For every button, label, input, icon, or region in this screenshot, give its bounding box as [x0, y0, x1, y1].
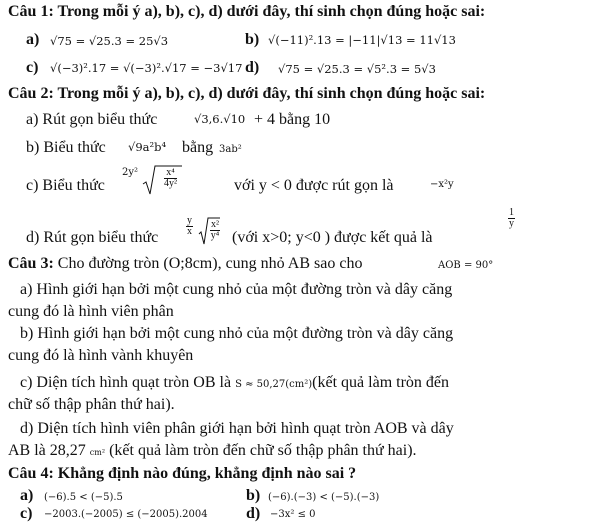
q2-d-outer-fraction [186, 216, 193, 237]
q2-b-text: b) Biểu thức [26, 139, 106, 156]
q2-d-text: d) Rút gọn biểu thức [26, 229, 159, 246]
q1-a-label: a) [26, 31, 40, 48]
q3-title-bold: Câu 3: [8, 255, 54, 272]
q2-d-inner-num: x² [211, 219, 219, 230]
q2-c-den: 4y² [164, 178, 177, 189]
q2-a-math: √3,6.√10 [194, 112, 246, 126]
q3-c-line1 [20, 374, 449, 394]
q1-title: Câu 1: Trong mỗi ý a), b), c), d) dưới đây, thí sinh chọn đúng hoặc sai: [8, 3, 486, 20]
q1-d-label: d) [245, 59, 260, 76]
q2-b-mid: bằng [182, 139, 214, 156]
q3-c-pre: c) Diện tích hình quạt tròn OB là [20, 374, 232, 391]
q4-a-math: (−6).5 < (−5).5 [44, 492, 123, 503]
q4-d-label: d) [246, 505, 261, 522]
q4-b-label: b) [246, 487, 261, 504]
q3-c-math: S ≈ 50,27(cm²) [235, 379, 313, 390]
q3-angle: AOB = 90° [438, 260, 494, 271]
q3-a-line2: cung đó là hình viên phân [8, 303, 174, 320]
q2-d-value-den: y [509, 218, 514, 229]
q1-b-label: b) [245, 31, 260, 48]
q3-d-unit: cm² [89, 448, 106, 457]
q3-b-line1: b) Hình giới hạn bởi một cung nhỏ của một đường tròn và dây căng [20, 325, 454, 342]
q3-d-line1: d) Diện tích hình viên phân giới hạn bởi hình quạt tròn AOB và dây [20, 420, 454, 437]
q2-a-tail: + 4 bằng 10 [254, 111, 331, 128]
q2-c-fraction [164, 168, 177, 189]
q1-c-label: c) [26, 59, 39, 76]
q2-c-coef: 2y² [122, 167, 139, 178]
q4-c-math: −2003.(−2005) ≤ (−2005).2004 [44, 509, 208, 520]
q3-b-line2: cung đó là hình vành khuyên [8, 347, 194, 364]
q1-c-math: √(−3)².17 = √(−3)².√17 = −3√17 [50, 61, 243, 75]
q2-d-math [186, 216, 220, 248]
q2-c-math [122, 164, 182, 198]
q2-c-num: x⁴ [164, 168, 177, 179]
q3-d-pre: AB là 28,27 [8, 442, 86, 459]
q2-b-value: 3ab² [219, 144, 242, 155]
q3-d-post: (kết quả làm tròn đến chữ số thập phân thứ hai). [109, 442, 417, 459]
q3-title [8, 255, 362, 273]
q1-a-math: √75 = √25.3 = 25√3 [50, 34, 169, 48]
q3-d-line2 [8, 442, 417, 462]
q2-c-value: −x²y [430, 179, 454, 190]
q2-d-condition: (với x>0; y<0 ) được kết quả là [232, 229, 433, 246]
q2-d-value-num: 1 [509, 207, 514, 218]
q1-d-math: √75 = √25.3 = √5².3 = 5√3 [278, 62, 436, 76]
q2-d-outer-num: y [187, 215, 192, 226]
q4-a-label: a) [20, 487, 34, 504]
q3-c-post: (kết quả làm tròn đến [312, 374, 450, 391]
q4-title: Câu 4: Khẳng định nào đúng, khẳng định nào sai ? [8, 465, 357, 482]
q3-a-line1: a) Hình giới hạn bởi một cung nhỏ của một đường tròn và dây căng [20, 281, 453, 298]
q4-b-math: (−6).(−3) < (−5).(−3) [268, 492, 380, 503]
q2-d-inner-fraction [210, 220, 220, 241]
q2-title: Câu 2: Trong mỗi ý a), b), c), d) dưới đây, thí sinh chọn đúng hoặc sai: [8, 85, 486, 102]
q4-d-math: −3x² ≤ 0 [270, 509, 316, 520]
q2-d-outer-den: x [187, 226, 192, 237]
q2-c-text: c) Biểu thức [26, 177, 105, 194]
q3-c-line2: chữ số thập phân thứ hai). [8, 396, 175, 413]
q3-title-rest: Cho đường tròn (O;8cm), cung nhỏ AB sao cho [57, 255, 363, 272]
q2-c-tail: với y < 0 được rút gọn là [234, 177, 394, 194]
q2-d-inner-den: y⁴ [210, 230, 220, 241]
q1-b-math: √(−11)².13 = |−11|√13 = 11√13 [268, 33, 456, 47]
q2-a-text: a) Rút gọn biểu thức [26, 111, 158, 128]
q2-d-value-fraction [508, 208, 515, 229]
q4-c-label: c) [20, 505, 33, 522]
q2-d-value [508, 208, 515, 229]
q2-b-math: √9a²b⁴ [128, 140, 167, 154]
